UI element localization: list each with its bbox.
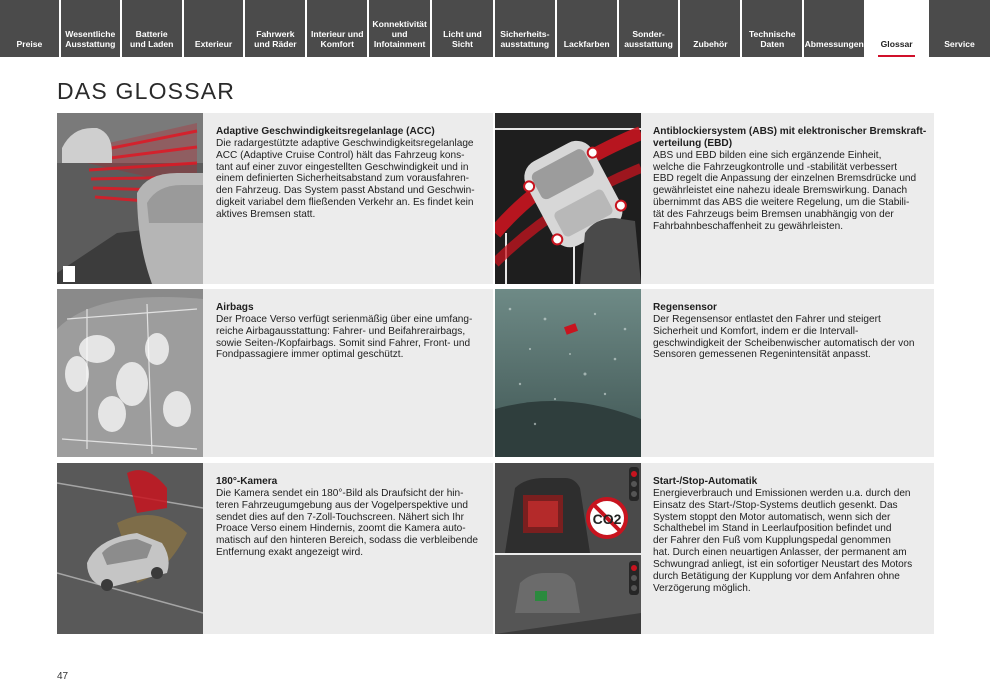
- tab-service[interactable]: [929, 0, 990, 57]
- tab-label: Konnektivität und Infotainment: [372, 19, 427, 49]
- abs-illustration: [495, 113, 641, 284]
- entry-description: Der Regensensor entlastet den Fahrer und steigert Sicherheit und Komfort, indem er die Intervall- geschwindigkeit der Scheibenwischer automatisch der von Sensoren gemessenen Regenintensität anpasst.: [653, 313, 915, 361]
- glossary-entry-180-kamera: [57, 463, 493, 634]
- kamera-illustration: [57, 463, 203, 634]
- tab-lackfarben[interactable]: [557, 0, 617, 57]
- regensensor-illustration: [495, 289, 641, 457]
- tab-label: Interieur und Komfort: [310, 29, 364, 49]
- tab-label: Glossar: [880, 39, 913, 49]
- entry-term: Antiblockiersystem (ABS) mit elektronischer Bremskraft- verteilung (EBD): [653, 126, 927, 149]
- tab-label: Exterieur: [194, 39, 233, 49]
- tab-batterie-und-laden[interactable]: [122, 0, 182, 57]
- entry-description: ABS und EBD bilden eine sich ergänzende Einheit, welche die Fahrzeugkontrolle und -stabilität verbessert EBD regelt die Anpassung der einzelnen Bremsdrücke und gewährleistet eine nahezu ideale Bremswirkung. Danach übernimmt das ABS die weitere Regelung, um die Stabili- tät des Fahrzeugs beim Bremsen unabhängig von der Fahrbahnbeschaffenheit zu gewährleisten.: [653, 149, 917, 232]
- acc-illustration: [57, 113, 203, 284]
- tab-label: Zubehör: [693, 39, 728, 49]
- tab-interieur-und-komfort[interactable]: [307, 0, 367, 57]
- tab-label: Technische Daten: [748, 29, 796, 49]
- entry-description: Der Proace Verso verfügt serienmäßig über eine umfang- reiche Airbagausstattung: Fahrer- und Beifahrerairbags, sowie Seiten-/Kopfairbags. Somit sind Fahrer, Front- und Fondpassagiere immer optimal geschützt.: [216, 313, 473, 361]
- tab-label: Fahrwerk und Räder: [254, 29, 297, 49]
- tab-label: Wesentliche Ausstattung: [65, 29, 116, 49]
- tab-label: Abmessungen: [804, 39, 864, 49]
- entry-text: [216, 302, 488, 361]
- airbags-illustration: [57, 289, 203, 457]
- entry-term: Regensensor: [653, 302, 717, 313]
- glossary-entry-abs: [495, 113, 934, 284]
- page-number: 47: [57, 671, 69, 682]
- page-title: DAS GLOSSAR: [57, 78, 236, 104]
- start-stop-illustration: [495, 463, 641, 634]
- co2-sign-text: CO2: [592, 511, 622, 527]
- tab-technische-daten[interactable]: [742, 0, 802, 57]
- tab-fahrwerk-und-raeder[interactable]: [245, 0, 305, 57]
- tab-preise[interactable]: [0, 0, 59, 57]
- glossary-entry-regensensor: [495, 289, 934, 457]
- active-tab-underline: [878, 55, 915, 57]
- tab-label: Preise: [16, 39, 43, 49]
- glossary-entry-start-stop: [495, 463, 934, 634]
- entry-description: Energieverbrauch und Emissionen werden u.a. durch den Einsatz des Start-/Stop-Systems deutlich gesenkt. Das System stoppt den Motor automatisch, wenn sich der Schalthebel im Stand in Leerlaufposition befindet und der Fahrer den Fuß vom Kupplungspedal genommen hat. Durch einen neuartigen Anlasser, der permanent am Schwungrad anliegt, ist ein sofortiger Neustart des Motors durch Betätigung der Kupplung vor dem Anfahren ohne Verzögerung möglich.: [653, 487, 913, 594]
- entry-text: [216, 476, 488, 559]
- entry-description: Die Kamera sendet ein 180°-Bild als Draufsicht der hin- teren Fahrzeugumgebung aus der Vogelperspektive und sendet dies auf den 7-Zoll-Touchscreen. Nähert sich Ihr Proace Verso einem Hindernis, zoomt die Kamera auto- matisch auf den hinteren Bereich, sodass die verbleibende Entfernung exakt angezeigt wird.: [216, 487, 479, 559]
- tab-licht-und-sicht[interactable]: [432, 0, 493, 57]
- glossary-entry-acc: [57, 113, 493, 284]
- tab-sonderausstattung[interactable]: [619, 0, 679, 57]
- glossary-entry-airbags: [57, 289, 493, 457]
- entry-description: Die radargestützte adaptive Geschwindigkeitsregelanlage ACC (Adaptive Cruise Control) hält das Fahrzeug kons- tant auf einer zuvor eingestellten Geschwindigkeit und in einem definierten Sicherheitsabstand zum vorausfahren- den Fahrzeug. Das System passt Abstand und Geschwin- digkeit variabel dem fließenden Verkehr an. Es findet kein aktives Bremsen statt.: [216, 137, 475, 220]
- entry-text: [216, 126, 488, 221]
- tab-konnektivitaet-und-infotainment[interactable]: [369, 0, 430, 57]
- tab-label: Service: [944, 39, 975, 49]
- tab-exterieur[interactable]: [184, 0, 244, 57]
- tab-label: Sicherheits- ausstattung: [500, 29, 550, 49]
- tab-zubehoer[interactable]: [680, 0, 740, 57]
- tab-sicherheitsausstattung[interactable]: [495, 0, 555, 57]
- entry-text: [653, 302, 931, 361]
- tab-label: Licht und Sicht: [443, 29, 482, 49]
- tab-wesentliche-ausstattung[interactable]: [61, 0, 120, 57]
- tab-label: Batterie und Laden: [129, 29, 174, 49]
- tab-label: Sonder- ausstattung: [624, 29, 673, 49]
- entry-term: Adaptive Geschwindigkeitsregelanlage (ACC): [216, 126, 435, 137]
- entry-term: Start-/Stop-Automatik: [653, 476, 758, 487]
- entry-text: [653, 126, 931, 233]
- entry-text: [653, 476, 931, 594]
- entry-term: 180°-Kamera: [216, 476, 278, 487]
- tab-glossar[interactable]: [866, 0, 927, 57]
- tab-abmessungen[interactable]: [804, 0, 864, 57]
- tab-label: Lackfarben: [563, 39, 610, 49]
- entry-term: Airbags: [216, 302, 254, 313]
- top-navigation: [0, 0, 990, 57]
